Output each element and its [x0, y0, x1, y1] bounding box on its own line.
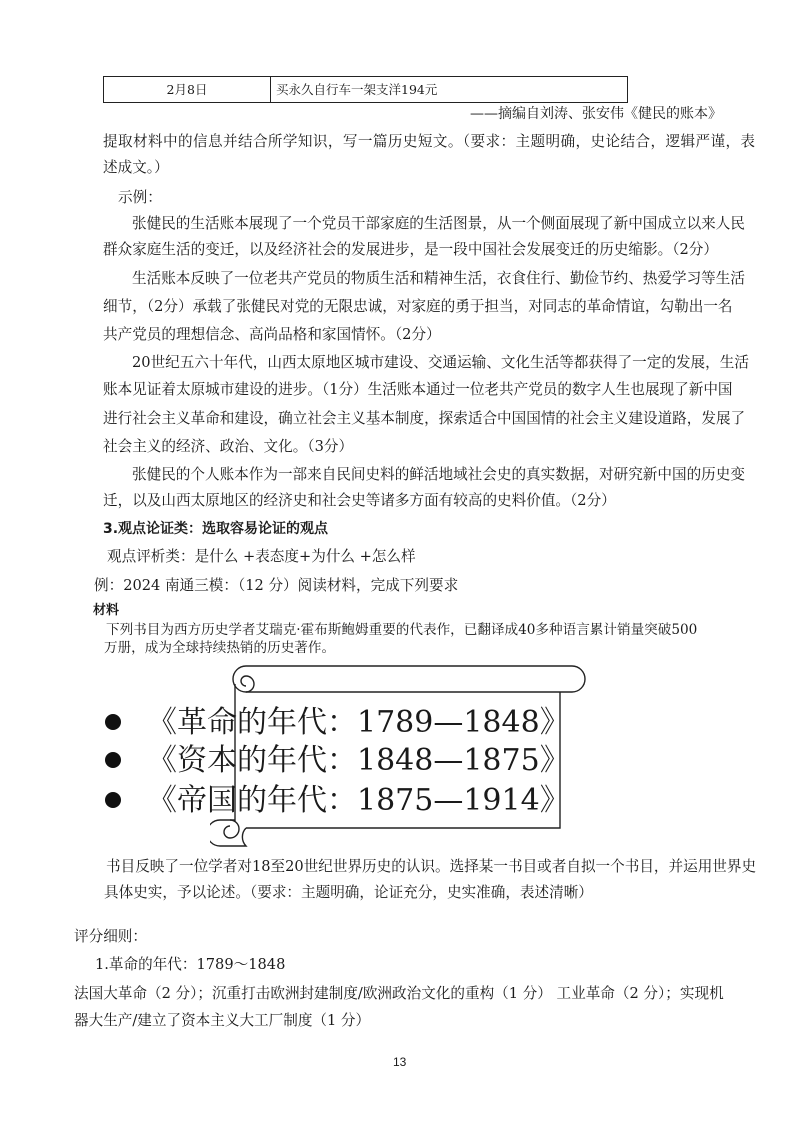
material-label: 材料 [93, 603, 120, 618]
ledger-date-cell: 2月8日 [104, 77, 271, 102]
example-p3-line-3: 进行社会主义革命和建设，确立社会主义基本制度，探索适合中国国情的社会主义建设道路，发展了 [103, 410, 746, 427]
example-p1-line-2: 群众家庭生活的变迁，以及经济社会的发展进步，是一段中国社会发展变迁的历史缩影。（2分） [103, 241, 718, 258]
grading-item-1-line-1: 法国大革命（2 分）；沉重打击欧洲封建制度/欧洲政治文化的重构（1 分） 工业革命（2 分）；实现机 [74, 985, 724, 1002]
grading-title: 评分细则： [74, 928, 147, 945]
source-citation: ——摘编自刘涛、张安伟《健民的账本》 [470, 106, 722, 122]
bullet-icon [105, 752, 121, 768]
book-title: 《资本的年代：1848—1875》 [147, 743, 570, 778]
ledger-table-row [103, 76, 628, 103]
material-line-1: 下列书目为西方历史学者艾瑞克·霍布斯鲍姆重要的代表作，已翻译成40多种语言累计销量突破500 [106, 622, 698, 638]
question-line-1: 书目反映了一位学者对18至20世纪世界历史的认识。选择某一书目或者自拟一个书目，并运用世界史 [106, 858, 757, 875]
example-p2-line-2: 细节，（2分）承载了张健民对党的无限忠诚，对家庭的勇于担当，对同志的革命情谊，勾勒出一名 [103, 298, 733, 315]
task-line-2: 述成文。） [103, 159, 169, 176]
book-title: 《帝国的年代：1875—1914》 [147, 783, 570, 818]
section-3-heading: 3.观点论证类：选取容易论证的观点 [103, 521, 329, 537]
book-title: 《革命的年代：1789—1848》 [147, 705, 570, 740]
example-p2-line-1: 生活账本反映了一位老共产党员的物质生活和精神生活，衣食住行、勤俭节约、热爱学习等生活 [132, 270, 745, 287]
example-p3-line-4: 社会主义的经济、政治、文化。（3分） [103, 438, 354, 455]
book-item [105, 784, 570, 818]
book-item [105, 706, 570, 740]
example-p2-line-3: 共产党员的理想信念、高尚品格和家国情怀。（2分） [103, 326, 441, 343]
material-line-2: 万册，成为全球持续热销的历史著作。 [104, 640, 336, 656]
example-question: 例：2024 南通三模：（12 分）阅读材料，完成下列要求 [94, 577, 459, 594]
example-p1-line-1: 张健民的生活账本展现了一个党员干部家庭的生活图景，从一个侧面展现了新中国成立以来人民 [132, 215, 745, 232]
task-line-1: 提取材料中的信息并结合所学知识，写一篇历史短文。（要求：主题明确，史论结合，逻辑严谨，表 [103, 133, 756, 150]
example-p3-line-2: 账本见证着太原城市建设的进步。（1分）生活账本通过一位老共产党员的数字人生也展现了新中国 [103, 381, 733, 398]
evaluation-type: 观点评析类：是什么 +表态度+为什么 +怎么样 [107, 548, 416, 565]
example-p3-line-1: 20世纪五六十年代，山西太原地区城市建设、交通运输、文化生活等都获得了一定的发展，生活 [132, 354, 749, 371]
page-number: 13 [393, 1055, 407, 1069]
bullet-icon [105, 714, 121, 730]
ledger-entry-cell: 买永久自行车一架支洋194元 [276, 82, 438, 97]
example-p4-line-2: 迁，以及山西太原地区的经济史和社会史等诸多方面有较高的史料价值。（2分） [103, 492, 616, 509]
question-line-2: 具体史实，予以论述。（要求：主题明确，论证充分，史实准确，表述清晰） [104, 884, 593, 901]
bullet-icon [105, 792, 121, 808]
grading-item-1: 1.革命的年代：1789～1848 [95, 956, 286, 973]
grading-item-1-line-2: 器大生产/建立了资本主义大工厂制度（1 分） [74, 1012, 371, 1029]
example-label: 示例： [118, 189, 162, 206]
book-item [105, 744, 570, 778]
example-p4-line-1: 张健民的个人账本作为一部来自民间史料的鲜活地域社会史的真实数据，对研究新中国的历史变 [132, 466, 745, 483]
